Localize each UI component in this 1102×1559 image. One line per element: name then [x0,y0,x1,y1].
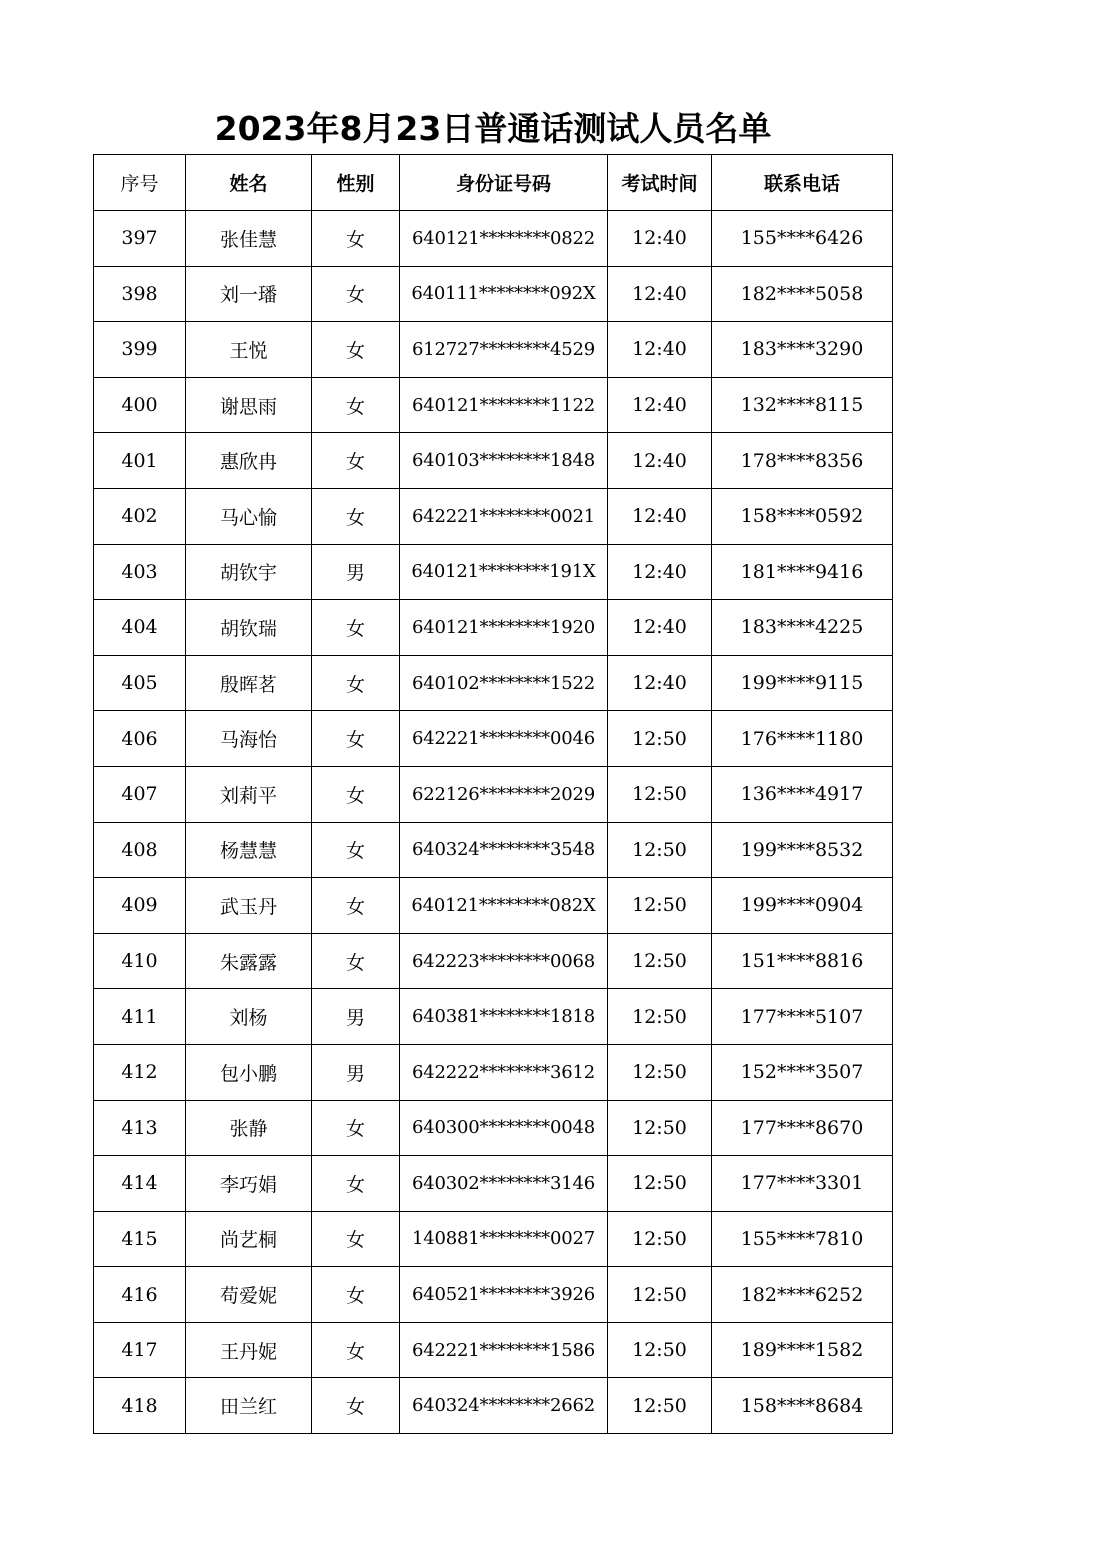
table-row [94,1156,893,1212]
cell-gender: 男 [312,1044,400,1100]
cell-id-number: 642223********0068 [400,933,608,989]
cell-phone: 136****4917 [712,766,893,822]
cell-exam-time: 12:50 [608,1100,712,1156]
header-phone: 联系电话 [712,155,893,211]
page-title: 2023年8月23日普通话测试人员名单 [214,109,772,148]
cell-gender: 女 [312,322,400,378]
cell-exam-time: 12:40 [608,488,712,544]
cell-gender: 女 [312,655,400,711]
cell-exam-time: 12:50 [608,1211,712,1267]
cell-seq: 417 [94,1322,186,1378]
cell-gender: 女 [312,488,400,544]
cell-gender: 女 [312,1100,400,1156]
cell-exam-time: 12:50 [608,989,712,1045]
cell-exam-time: 12:40 [608,322,712,378]
cell-gender: 女 [312,1211,400,1267]
cell-exam-time: 12:50 [608,1267,712,1323]
table-row [94,822,893,878]
cell-id-number: 640111********092X [400,266,608,322]
table-row [94,433,893,489]
cell-gender: 女 [312,433,400,489]
cell-gender: 女 [312,1267,400,1323]
cell-exam-time: 12:40 [608,433,712,489]
table-row [94,600,893,656]
cell-seq: 401 [94,433,186,489]
table-row [94,322,893,378]
header-gender: 性别 [312,155,400,211]
cell-seq: 400 [94,377,186,433]
header-seq: 序号 [94,155,186,211]
cell-gender: 女 [312,822,400,878]
cell-phone: 158****0592 [712,488,893,544]
cell-name: 谢思雨 [186,377,312,433]
table-row [94,1044,893,1100]
cell-id-number: 640102********1522 [400,655,608,711]
cell-exam-time: 12:50 [608,1044,712,1100]
cell-seq: 413 [94,1100,186,1156]
cell-gender: 女 [312,933,400,989]
cell-name: 胡钦宇 [186,544,312,600]
header-name: 姓名 [186,155,312,211]
cell-name: 李巧娟 [186,1156,312,1212]
cell-exam-time: 12:40 [608,544,712,600]
table-row [94,377,893,433]
table-row [94,211,893,267]
table-row [94,1267,893,1323]
cell-phone: 183****4225 [712,600,893,656]
header-exam-time: 考试时间 [608,155,712,211]
cell-name: 殷晖茗 [186,655,312,711]
cell-phone: 177****3301 [712,1156,893,1212]
cell-gender: 女 [312,1156,400,1212]
cell-gender: 男 [312,544,400,600]
cell-exam-time: 12:40 [608,655,712,711]
cell-id-number: 640121********1920 [400,600,608,656]
cell-seq: 418 [94,1378,186,1434]
cell-phone: 155****6426 [712,211,893,267]
cell-phone: 182****5058 [712,266,893,322]
cell-seq: 411 [94,989,186,1045]
cell-phone: 182****6252 [712,1267,893,1323]
cell-phone: 199****9115 [712,655,893,711]
cell-id-number: 640302********3146 [400,1156,608,1212]
cell-seq: 407 [94,766,186,822]
table-row [94,766,893,822]
cell-name: 田兰红 [186,1378,312,1434]
table-row [94,488,893,544]
table-row [94,711,893,767]
cell-phone: 177****5107 [712,989,893,1045]
table-row [94,1100,893,1156]
cell-name: 马心愉 [186,488,312,544]
cell-exam-time: 12:50 [608,1322,712,1378]
cell-id-number: 640300********0048 [400,1100,608,1156]
cell-id-number: 640324********2662 [400,1378,608,1434]
cell-seq: 410 [94,933,186,989]
cell-seq: 397 [94,211,186,267]
cell-seq: 415 [94,1211,186,1267]
table-row [94,878,893,934]
table-row [94,544,893,600]
cell-gender: 女 [312,766,400,822]
cell-id-number: 640521********3926 [400,1267,608,1323]
cell-seq: 406 [94,711,186,767]
cell-gender: 女 [312,266,400,322]
cell-gender: 女 [312,711,400,767]
cell-gender: 女 [312,211,400,267]
cell-id-number: 640121********082X [400,878,608,934]
table-row [94,989,893,1045]
cell-seq: 412 [94,1044,186,1100]
cell-exam-time: 12:40 [608,211,712,267]
cell-exam-time: 12:50 [608,822,712,878]
cell-id-number: 642221********1586 [400,1322,608,1378]
cell-phone: 158****8684 [712,1378,893,1434]
cell-gender: 男 [312,989,400,1045]
cell-id-number: 140881********0027 [400,1211,608,1267]
cell-seq: 399 [94,322,186,378]
cell-phone: 176****1180 [712,711,893,767]
cell-exam-time: 12:50 [608,1156,712,1212]
cell-name: 王丹妮 [186,1322,312,1378]
cell-phone: 199****0904 [712,878,893,934]
cell-seq: 405 [94,655,186,711]
cell-seq: 416 [94,1267,186,1323]
cell-name: 胡钦瑞 [186,600,312,656]
cell-id-number: 640103********1848 [400,433,608,489]
cell-gender: 女 [312,600,400,656]
table-row [94,933,893,989]
cell-id-number: 640121********191X [400,544,608,600]
cell-name: 张静 [186,1100,312,1156]
cell-seq: 409 [94,878,186,934]
cell-gender: 女 [312,878,400,934]
cell-phone: 178****8356 [712,433,893,489]
cell-exam-time: 12:50 [608,766,712,822]
cell-id-number: 640324********3548 [400,822,608,878]
cell-exam-time: 12:40 [608,600,712,656]
cell-id-number: 640381********1818 [400,989,608,1045]
cell-phone: 199****8532 [712,822,893,878]
cell-phone: 155****7810 [712,1211,893,1267]
cell-exam-time: 12:50 [608,878,712,934]
cell-id-number: 622126********2029 [400,766,608,822]
table-body [94,211,893,1434]
cell-phone: 189****1582 [712,1322,893,1378]
cell-exam-time: 12:40 [608,377,712,433]
cell-name: 刘莉平 [186,766,312,822]
header-id-number: 身份证号码 [400,155,608,211]
cell-id-number: 612727********4529 [400,322,608,378]
cell-seq: 398 [94,266,186,322]
cell-gender: 女 [312,377,400,433]
table-row [94,1322,893,1378]
cell-phone: 152****3507 [712,1044,893,1100]
cell-phone: 181****9416 [712,544,893,600]
cell-id-number: 640121********1122 [400,377,608,433]
cell-exam-time: 12:50 [608,1378,712,1434]
cell-name: 张佳慧 [186,211,312,267]
table-row [94,266,893,322]
cell-name: 惠欣冉 [186,433,312,489]
cell-name: 马海怡 [186,711,312,767]
cell-phone: 177****8670 [712,1100,893,1156]
cell-phone: 132****8115 [712,377,893,433]
roster-table [93,154,893,1434]
table-row [94,1211,893,1267]
cell-seq: 402 [94,488,186,544]
cell-name: 尚艺桐 [186,1211,312,1267]
cell-name: 王悦 [186,322,312,378]
cell-seq: 403 [94,544,186,600]
table-row [94,655,893,711]
cell-exam-time: 12:40 [608,266,712,322]
cell-name: 朱露露 [186,933,312,989]
cell-seq: 408 [94,822,186,878]
cell-seq: 404 [94,600,186,656]
cell-phone: 183****3290 [712,322,893,378]
cell-name: 包小鹏 [186,1044,312,1100]
cell-exam-time: 12:50 [608,711,712,767]
cell-gender: 女 [312,1378,400,1434]
cell-id-number: 642222********3612 [400,1044,608,1100]
cell-name: 武玉丹 [186,878,312,934]
table-header-row [94,155,893,211]
cell-id-number: 640121********0822 [400,211,608,267]
cell-id-number: 642221********0021 [400,488,608,544]
cell-seq: 414 [94,1156,186,1212]
cell-name: 杨慧慧 [186,822,312,878]
cell-exam-time: 12:50 [608,933,712,989]
cell-name: 苟爱妮 [186,1267,312,1323]
cell-name: 刘杨 [186,989,312,1045]
cell-name: 刘一璠 [186,266,312,322]
table-row [94,1378,893,1434]
cell-gender: 女 [312,1322,400,1378]
cell-phone: 151****8816 [712,933,893,989]
cell-id-number: 642221********0046 [400,711,608,767]
